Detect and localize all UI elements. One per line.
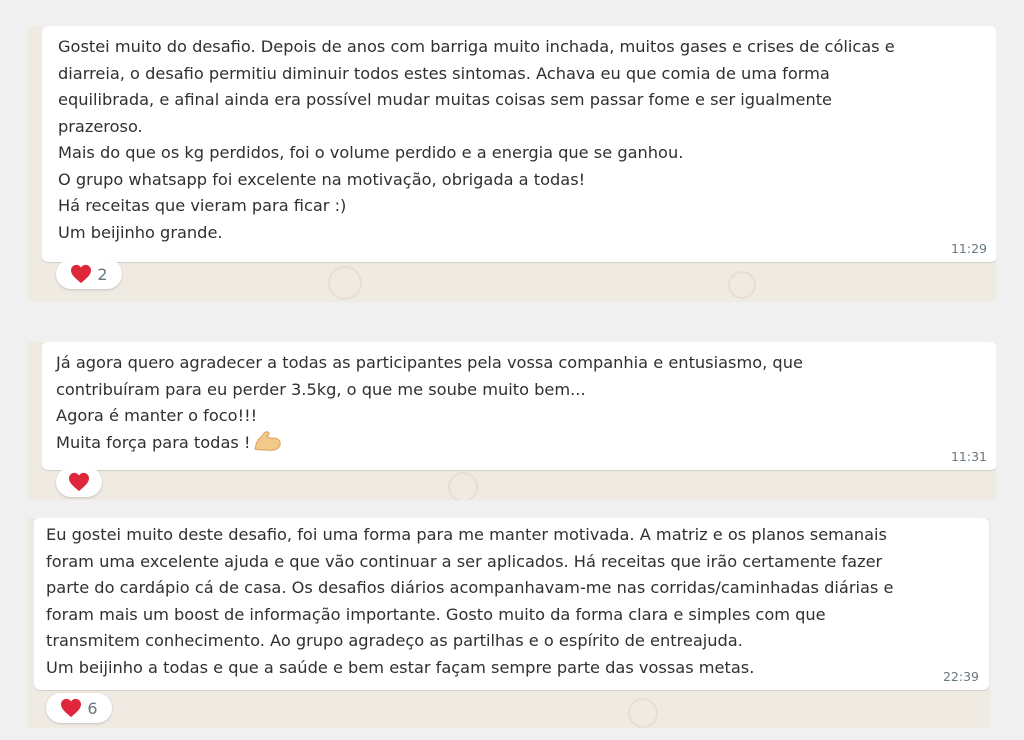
message-line bbox=[56, 430, 983, 457]
message-text: Muita força para todas ! bbox=[56, 432, 251, 452]
message-line: prazeroso. bbox=[58, 116, 143, 136]
message-line: contribuíram para eu perder 3.5kg, o que me soube muito bem... bbox=[56, 379, 586, 399]
chat-panel-1 bbox=[28, 26, 996, 302]
heart-icon bbox=[60, 698, 82, 718]
chat-panel-3 bbox=[28, 518, 990, 728]
wallpaper-doodle bbox=[728, 271, 756, 299]
message-line: Gostei muito do desafio. Depois de anos com barriga muito inchada, muitos gases e crises de cólicas e bbox=[58, 37, 895, 56]
message-line: Mais do que os kg perdidos, foi o volume perdido e a energia que se ganhou. bbox=[58, 143, 684, 162]
message-line: Há receitas que vieram para ficar :) bbox=[58, 196, 347, 215]
message-bubble[interactable] bbox=[42, 342, 996, 470]
reaction-badge[interactable] bbox=[56, 467, 102, 497]
message-line: Já agora quero agradecer a todas as participantes pela vossa companhia e entusiasmo, que bbox=[56, 353, 803, 372]
message-line: foram mais um boost de informação importante. Gosto muito da forma clara e simples com que bbox=[46, 604, 826, 624]
message-line: diarreia, o desafio permitiu diminuir todos estes sintomas. Achava eu que comia de uma forma bbox=[58, 63, 830, 83]
message-line: Um beijinho grande. bbox=[58, 222, 223, 242]
message-bubble[interactable] bbox=[42, 26, 996, 262]
message-line: equilibrada, e afinal ainda era possível mudar muitas coisas sem passar fome e ser igualmente bbox=[58, 90, 833, 109]
message-bubble[interactable] bbox=[34, 518, 989, 690]
wallpaper-doodle bbox=[328, 266, 362, 300]
message-line: Eu gostei muito deste desafio, foi uma forma para me manter motivada. A matriz e os planos semanais bbox=[46, 525, 887, 544]
reaction-count: 2 bbox=[97, 264, 108, 284]
reaction-badge[interactable] bbox=[56, 259, 122, 289]
heart-icon bbox=[68, 472, 90, 492]
heart-icon bbox=[70, 264, 92, 284]
reaction-badge[interactable] bbox=[46, 693, 112, 723]
message-line: O grupo whatsapp foi excelente na motivação, obrigada a todas! bbox=[58, 169, 586, 189]
reaction-count: 6 bbox=[87, 698, 98, 718]
message-line: transmitem conhecimento. Ao grupo agradeço as partilhas e o espírito de entreajuda. bbox=[46, 631, 743, 650]
wallpaper-doodle bbox=[448, 472, 478, 500]
chat-panel-2 bbox=[28, 342, 996, 500]
message-timestamp: 11:29 bbox=[950, 241, 987, 256]
flexed-biceps-icon bbox=[252, 430, 282, 452]
message-line: Agora é manter o foco!!! bbox=[56, 406, 258, 425]
wallpaper-doodle bbox=[628, 698, 658, 728]
message-line: parte do cardápio cá de casa. Os desafios diários acompanhavam-me nas corridas/caminhadas diárias e bbox=[46, 578, 894, 597]
message-timestamp: 22:39 bbox=[942, 669, 979, 684]
message-line: foram uma excelente ajuda e que vão continuar a ser aplicados. Há receitas que irão certamente fazer bbox=[46, 551, 883, 571]
message-line: Um beijinho a todas e que a saúde e bem estar façam sempre parte das vossas metas. bbox=[46, 657, 755, 677]
message-timestamp: 11:31 bbox=[950, 449, 987, 464]
